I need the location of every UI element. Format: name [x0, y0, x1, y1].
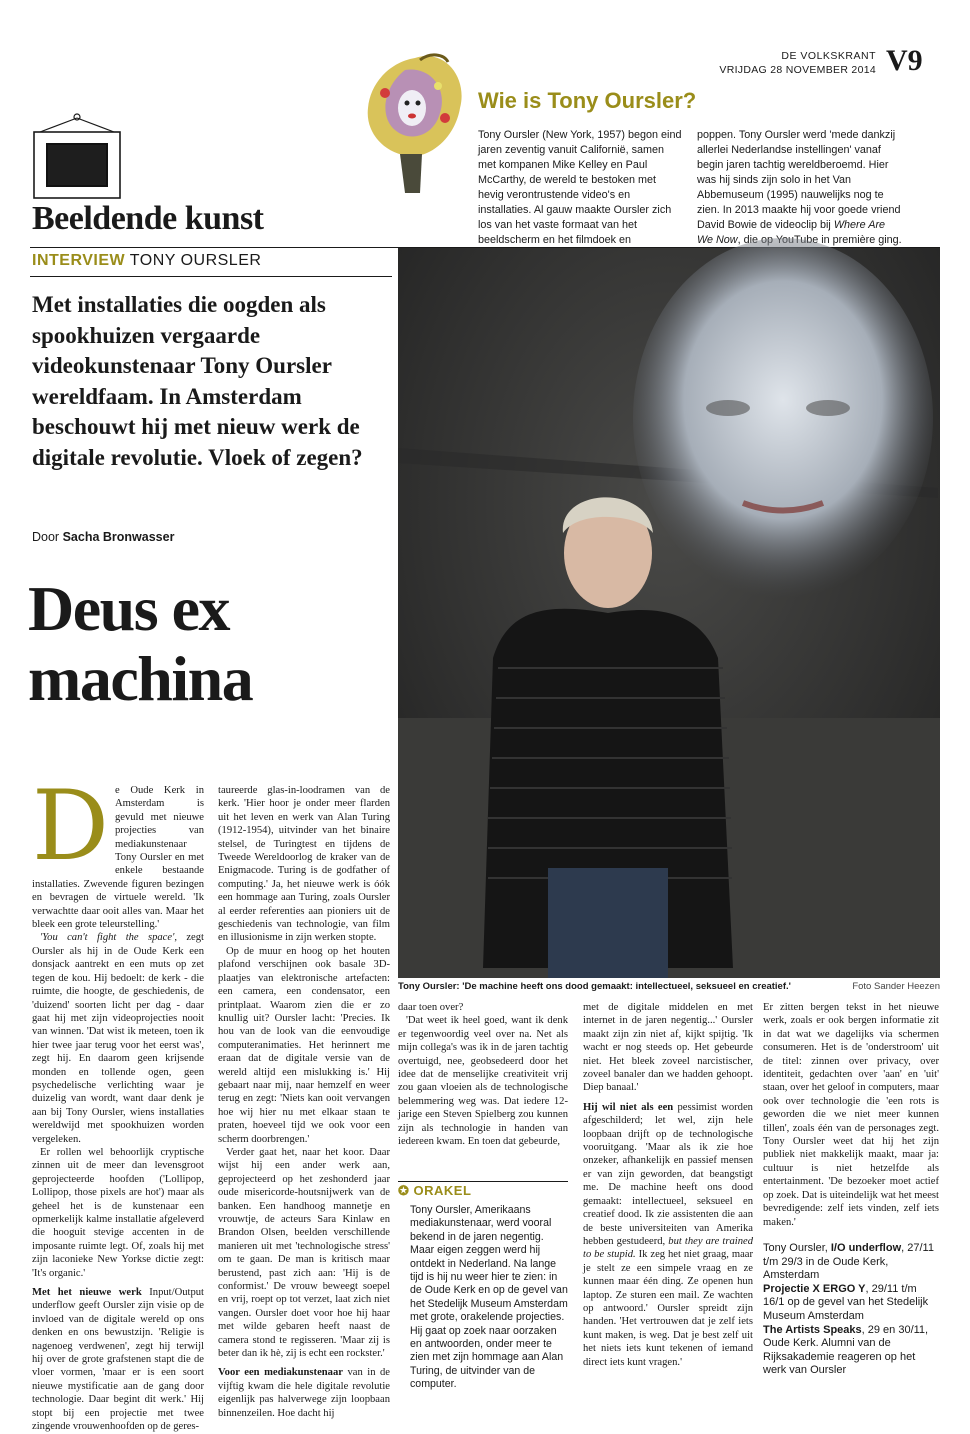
photo-credit: Foto Sander Heezen — [852, 981, 940, 992]
kicker-label: INTERVIEW — [32, 252, 126, 269]
kicker — [32, 252, 261, 270]
article-column: met de digitale middelen en met internet in de jaren negentig...' Oursler maakt zijn zin niet af, kijkt spijtig. 'Ik wacht er nog steeds op. Het gebeurde niet. Het bleek zoveel narcistischer, zoveel banaler dan we hadden gehoopt. Diep banaal.' Hij wil niet als een pessimist worden afgeschilderd; let wel, zijn hele loopbaan drijft op de technologische vooruitgang. 'Maar als ik zie hoe onzeker, afhankelijk en passief mensen er van zijn geworden, dat beangstigt me. De machine heeft ons dood gemaakt: intellectueel, seksueel en creatief dood. Ik zie assistenten die aan de beste universiteiten van Amerika hebben gestudeerd, but they are trained to be stupid. Ik zeg het niet graag, maar je stelt ze een simpele vraag en ze kunnen maar één ding. Ze openen hun laptop. Ze sturen een mail. Ze wachten op antwoord.' Oursler spreidt zijn handen. 'Het vertrouwen dat je zelf iets kunt maken, is weg. Dat je best zelf uit het niets iets kunt tekenen of iemand direct iets kunt vragen.' — [583, 1002, 753, 1368]
drop-cap: D — [32, 770, 109, 882]
page-number: V9 — [886, 44, 923, 77]
article-column: De Oude Kerk in Amsterdam is gevuld met nieuwe projecties van mediakunstenaar Tony Oursler en met enkele bestaande installaties. Zwevende figuren bezingen en bevragen de virtuele wereld. 'Ik verwachtte daar ooit alles van. Maar het bleek een grote teleurstelling.' 'You can't fight the space', zegt Oursler als hij in de Oude Kerk een donsjack aantrekt en een muts op zet tegen de kou. Hij bedoelt: de kerk - die ruimte, die hoogte, de geschiedenis, de 'duizend' soorten licht per dag - daar gaat hij met zijn videoprojecties nooit van winnen. 'Dat wist ik meteen, toen ik hier twee jaar terug voor het eerst was', zegt hij. En daarom geen krijsende monden en tollende ogen, geen psychedelische verlichting waar je duizelig van wordt, want daar denk je aan bij Tony Oursler, wiens installaties wereldwijd met spookhuizen worden vergeleken. Er rollen wel behoorlijk cryptische zinnen uit de meer dan levensgroot geprojecteerde hoofden ('Lollipop, Lollipop, those pixels are hot') maar als geheel het is de kunstenaar een opmerkelijk kalme installatie afgeleverd die hooguit stevige accenten in de imposante ruimte legt. Of, zoals hij met zijn laconieke New Yorkse dictie zegt: 'It's organic.' Met het nieuwe werk Input/Output underflow geeft Oursler zijn visie op de invloed van de digitale wereld op ons denken en ons bewustzijn. 'Religie is nagenoeg verdwenen', zegt hij terwijl hij over de grote grafstenen stapt die de vloer vormen, 'maar er is een soort nieuwe mystificatie aan de gang door technologie. Daar begint dit werk.' Hij stopt bij een projectie met twee zingende vrouwenhoofden op de geres- — [32, 770, 204, 1433]
divider — [30, 276, 392, 277]
sidebar-text: Tony Oursler (New York, 1957) begon eind jaren zeventig vanuit Californië, samen met kompanen Mike Kelley en Paul McCarthy, de wereld te bestoken met hevig verontrustende video's en installaties. Al gauw maakte Oursler zich los van het vaste formaat van het beeldscherm en het filmdoek en — [478, 129, 682, 246]
article-deck: Met installaties die oogden als spookhuizen vergaarde videokunstenaar Tony Oursler wereldfaam. In Amsterdam beschouwt hij met nieuw werk de digitale revolutie. Vloek of zegen? — [32, 292, 363, 470]
sidebar-title: Wie is Tony Oursler? — [478, 88, 697, 113]
info-line: Projectie X ERGO Y, 29/11 t/m 16/1 op de gevel van het Stedelijk Museum Amsterdam — [763, 1282, 929, 1322]
picture-frame-icon — [32, 110, 122, 206]
sidebar-text: poppen. Tony Oursler werd 'mede dankzij allerlei Nederlandse instellingen' vanaf begin jaren tachtig wereldberoemd. Hier was hij sinds zijn solo in het Van Abbemuseum (1995) nauwelijks nog te zien. In 2013 maakte hij voor goede vriend David Bowie de videoclip bij Where Are We Now, die op YouTube in première ging. — [697, 129, 902, 246]
subhead: Voor een mediakunstenaar — [218, 1367, 343, 1379]
author-name: Sacha Bronwasser — [62, 530, 175, 544]
info-line: Tony Oursler, I/O underflow, 27/11 t/m 29/3 in de Oude Kerk, Amsterdam — [763, 1242, 934, 1282]
sculpture-illustration — [360, 48, 470, 198]
oracle-text: Tony Oursler, Amerikaans mediakunstenaar, werd vooral bekend in de jaren negentig. Maar eigen zeggen werd hij ontdekt in Nederland. Na lange tijd is hij nu weer hier te zien: in de Oude Kerk en op de gevel van het Stedelijk Museum Amsterdam met grote, orakelende projecties. Hij gaat op zoek naar oorzaken en antwoorden, onder meer te zien met zijn hommage aan Alan Turing, de uitvinder van de computer. — [410, 1204, 568, 1391]
headline: Deus ex machina — [28, 573, 253, 714]
article-column: Er zitten bergen tekst in het nieuwe werk, zoals er ook bergen informatie zit in dat wat we dagelijks via schermen consumeren. Het is de 'onderstroom' uit de titel: zinnen over privacy, over identiteit, gedachten over 'aan' en 'uit' staan, over het geloof in computers, maar ook over technologie die 'een rots is geworden die we niet meer kunnen tillen', zoals één van de personages zegt. Tony Oursler weet dat hij het zijn publiek niet makkelijk maakt, maar ja: cultuur is niet hetzelfde als entertainment. 'De bezoeker moet actief op zoek. Dat is uiteindelijk wat het meest bevredigende: zelf iets vinden, zelf iets maken.' — [763, 1002, 939, 1228]
newspaper-name: DE VOLKSKRANT — [781, 50, 876, 62]
photo-caption: Tony Oursler: 'De machine heeft ons dood gemaakt: intellectueel, seksueel en creatief.' Foto Sander Heezen — [398, 981, 940, 992]
byline: Door Sacha Bronwasser — [32, 530, 175, 544]
portrait-photo — [398, 248, 940, 978]
subhead: Hij wil niet als een — [583, 1101, 674, 1113]
subhead: Met het nieuwe werk — [32, 1287, 142, 1299]
article-column: daar toen over? 'Dat weet ik heel goed, want ik denk er tegenwoordig veel over na. Net als mijn collega's was ik in de jaren tachtig overtuigd, nee, geobsedeerd door het idee dat de menselijke creativiteit vrij zou gaan vloeien als de technologische belemmering weg was. Dat iedere 12-jarige een Steven Spielberg zou kunnen zijn als technologie in handen van iedereen kwam. En toen dat gebeurde, — [398, 1002, 568, 1148]
issue-date: VRIJDAG 28 NOVEMBER 2014 — [719, 64, 876, 76]
exhibition-info — [763, 1242, 939, 1378]
oracle-heading: ✪ ORAKEL — [398, 1183, 472, 1198]
divider — [398, 1181, 568, 1182]
section-title: Beeldende kunst — [32, 200, 264, 237]
kicker-subject: TONY OURSLER — [129, 252, 262, 269]
article-column: taureerde glas-in-loodramen van de kerk. 'Hier hoor je onder meer flarden uit het leven en werk van Alan Turing (1912-1954), uitvinder van het binaire stelsel, de Turingtest en tijdens de Tweede Wereldoorlog de kraker van de Enigmacode. Turing is de godfather of computing.' Ja, het nieuwe werk is óók een hommage aan Turing, zoals Oursler al eerder referenties aan pioniers uit de geschiedenis van technologie, van film en illusionisme in zijn werken stopte. Op de muur en hoog op het houten plafond verschijnen ook basale 3D-plaatjes van elektronische artefacten: een camera, een condensator, een printplaat. Waarom zien die er zo knullig uit? Oursler lacht: 'Precies. Ik hou van de look van die eenvoudige computeranimaties. Het herinnert me eraan dat de digitale versie van de wereld altijd een mislukking is.' Hij gebaart naar mij, naar hemzelf en weer terug en zegt: 'Niets kan ooit vervangen hoe wij hier nu met elkaar staan te praten, hoeveel tijd we ook voor een scherm doorbrengen.' Verder gaat het, naar het koor. Daar wijst hij een ander werk aan, geprojecteerd op het zeshonderd jaar oude misericorde-houtsnijwerk van de banken. Een handhoog mannetje en vrouwtje, de acteurs Sara Kinlaw en Brandon Olsen, beelden verschillende manieren uit met 'technologische stress' om te gaan. De man is kritisch maar berustend, past zich aan: 'Hij is de conformist.' De vrouw beweegt soepel en vrij, roept op tot verzet, laat zich niet vangen. Oursler doet voor hoe hij haar met wilde gebaren heeft naast de camera stond te regisseren. 'Maar zij is beter dan ik hè, zij is echt een rockster.' Voor een mediakunstenaar van in de vijftig kwam die hele digitale revolutie eigenlijk pas halverwege zijn loopbaan binnenzeilen. Hoe dacht hij — [218, 785, 391, 1419]
info-line: The Artists Speaks, 29 en 30/11, Oude Kerk. Alumni van de Rijksakademie reageren op het werk van Oursler — [763, 1323, 929, 1377]
